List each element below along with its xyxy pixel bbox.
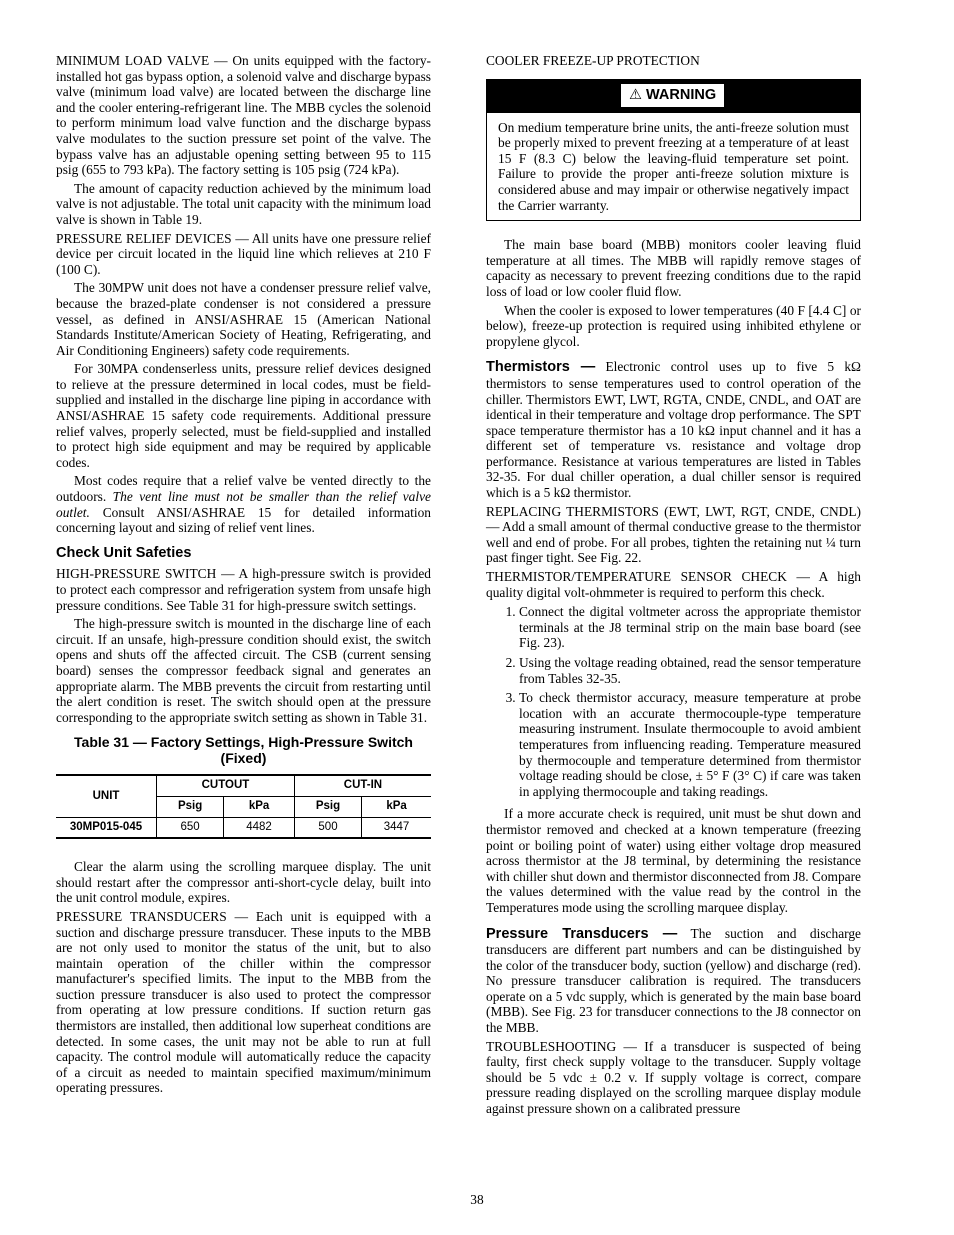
sensor-check-paragraph: THERMISTOR/TEMPERATURE SENSOR CHECK — A high quality digital volt-ohmmeter is required to perform this check. (486, 569, 861, 600)
table-row (56, 817, 431, 838)
mbb-monitors-paragraph: The main base board (MBB) monitors cooler leaving fluid temperature at all times. The MBB will rapidly remove stages of capacity as necessary to prevent freezing conditions due to the rapid loss of load or low cooler fluid flow. (486, 237, 861, 299)
cutin-header: CUT-IN (294, 775, 431, 796)
replacing-thermistors-paragraph: REPLACING THERMISTORS (EWT, LWT, RGT, CNDE, CNDL) — Add a small amount of thermal conductive grease to the thermistor well and end of probe. For all probes, tighten the retaining nut ¼ turn past finger tight. See Fig. 22. (486, 503, 861, 566)
row-unit: 30MP015-045 (56, 817, 157, 838)
unit-header: UNIT (56, 775, 157, 817)
table-31 (56, 774, 431, 839)
warning-box (486, 79, 861, 222)
clear-alarm-paragraph: Clear the alarm using the scrolling marquee display. The unit should restart after the compressor anti-short-cycle delay, built into the unit control module, expires. (56, 859, 431, 906)
cutout-header: CUTOUT (157, 775, 295, 796)
freeze-up-heading: COOLER FREEZE-UP PROTECTION (486, 53, 700, 68)
table-31-caption: Table 31 — Factory Settings, High-Pressure Switch (Fixed) (74, 734, 413, 767)
right-column (486, 53, 861, 1120)
thermistors-text: Electronic control uses up to five 5 kΩ thermistors to sense temperatures used to control operation of the chiller. Thermistors EWT, LWT, RGTA, CNDE, CNDL, and OAT are identical in their temperature and voltage drop performance. The SPT space temperature thermistor has a 10 kΩ input channel and it has a different set of temperature vs. resistance and voltage drop performance. Resistance at various temperatures are listed in Tables 32-35. For dual chiller operation, a dual chiller sensor is required which is a 5 kΩ thermistor. (486, 359, 861, 501)
hp-mounted-paragraph: The high-pressure switch is mounted in the discharge line of each circuit. If an unsafe, high-pressure condition should exist, the switch opens and shuts off the affected circuit. The CSB (current sensing board) senses the compressor feedback signal and generates an appropriate alarm. The MBB prevents the circuit from restarting until the alert condition is reset. The switch should open at the pressure corresponding to the appropriate switch setting as shown in Table 31. (56, 616, 431, 725)
list-item: 3. To check thermistor accuracy, measure temperature at probe location with an accurate thermocouple-type temperature measuring instrument. Insulate thermocouple to avoid ambient temperatures from influencing reading. Temperature measured by thermocouple and temperature determined from thermistor voltage reading should be close, ± 5° F (3° C) if care was taken in applying thermocouple and taking readings. (519, 690, 861, 799)
accurate-check-paragraph: If a more accurate check is required, unit must be shut down and thermistor removed and checked at a known temperature (freezing point or boiling point of water) using either voltage drop measured across thermistor at the J8 terminal, by determining the resistance with chiller shut down and thermistor disconnected from J8. Compare the values determined with the value read by the control in the Temperatures mode using the scrolling marquee display. (486, 806, 861, 915)
row-cutin-kpa: 3447 (362, 817, 431, 838)
warning-text-label: WARNING (646, 86, 717, 103)
cutin-kpa-header: kPa (362, 796, 431, 817)
page-number: 38 (470, 1192, 484, 1207)
pressure-transducers-heading: Pressure Transducers — (486, 925, 678, 942)
thermistors-paragraph (486, 359, 861, 500)
row-cutout-psig: 650 (157, 817, 224, 838)
vent-text-italic: The vent line must not be smaller than the relief valve outlet. (56, 489, 431, 520)
min-load-valve-paragraph: MINIMUM LOAD VALVE — On units equipped with the factory-installed hot gas bypass option, a solenoid valve and discharge bypass valve (minimum load valve) are located between the discharge line and the cooler entering-refrigerant line. The MBB cycles the solenoid to perform minimum load valve function and the discharge bypass valve modulates to the suction pressure set point of the valve. The bypass valve has an adjustable opening setting between 95 to 115 psig (655 to 793 kPa). The factory setting is 105 psig (724 kPa). (56, 53, 431, 178)
list-item: 2. Using the voltage reading obtained, read the sensor temperature from Tables 32-35. (519, 655, 861, 686)
warning-body: On medium temperature brine units, the anti-freeze solution must be properly mixed to prevent freezing at a temperature of at least 15 F (8.3 C) below the leaving-fluid temperature set point. Failure to provide the proper anti-freeze solution mixture is considered abuse and may impair or otherwise negatively impact the Carrier warranty. (498, 119, 849, 213)
row-cutout-kpa: 4482 (224, 817, 295, 838)
mpa-units-paragraph: For 30MPA condenserless units, pressure relief devices designed to relieve at the pressure determined in local codes, must be field-supplied and installed in the discharge line piping in accordance with ANSI/ASHRAE 15 safety code requirements. Additional pressure relief valves, properly selected, must be field-supplied and installed to protect high side equipment and may be required by applicable codes. (56, 361, 431, 470)
cutout-kpa-header: kPa (224, 796, 295, 817)
pressure-transducers-paragraph: PRESSURE TRANSDUCERS — Each unit is equipped with a suction and discharge pressure transducer. These inputs to the MBB are not only used to monitor the status of the unit, but to also maintain operation of the chiller within the compressor manufacturer's specified limits. The input to the MBB from the suction pressure transducer is also used to protect the compressor from operating at low pressure conditions. If suction return gas thermistors are installed, then additional low superheat conditions are detected. In some cases, the unit may not be able to run at full capacity. The control module will automatically reduce the capacity of a circuit as needed to maintain specified maximum/minimum operating pressures. (56, 908, 431, 1096)
warning-triangle-icon: ⚠ (629, 86, 642, 103)
high-pressure-switch-paragraph: HIGH-PRESSURE SWITCH — A high-pressure switch is provided to protect each compressor and refrigeration system from unsafe high pressure conditions. See Table 31 for high-pressure switch settings. (56, 566, 431, 613)
warning-header (487, 80, 860, 113)
thermistors-heading: Thermistors — (486, 359, 596, 376)
capacity-reduction-paragraph: The amount of capacity reduction achieved by the minimum load valve is not adjustable. The total unit capacity with the minimum load valve is shown in Table 19. (56, 180, 431, 227)
pressure-transducers-text: The suction and discharge transducers are different part numbers and can be distinguished by the color of the transducer body, suction (yellow) and discharge (red). No pressure transducer calibration is required. The transducers operate on a 5 vdc supply, which is generated by the main base board (MBB). See Fig. 23 for transducer connections to the J8 connector on the MBB. (486, 925, 861, 1036)
list-item: 1. Connect the digital voltmeter across the appropriate themistor terminals at the J8 terminal strip on the main base board (see Fig. 23). (519, 604, 861, 651)
left-column (56, 53, 431, 1099)
vent-text-b: Consult ANSI/ASHRAE 15 for detailed information concerning layout and sizing of relief vent lines. (56, 504, 432, 536)
row-cutin-psig: 500 (294, 817, 361, 838)
cooler-exposed-paragraph: When the cooler is exposed to lower temperatures (40 F [4.4 C] or below), freeze-up protection is required using inhibited ethylene or propylene glycol. (486, 302, 861, 349)
troubleshooting-paragraph: TROUBLESHOOTING — If a transducer is suspected of being faulty, first check supply voltage to the transducer. Supply voltage should be 5 vdc ± 0.2 v. If supply voltage is correct, compare pressure reading displayed on the scrolling marquee display module against pressure shown on a calibrated pressure (486, 1038, 861, 1117)
cutin-psig-header: Psig (294, 796, 361, 817)
cutout-psig-header: Psig (157, 796, 224, 817)
pressure-transducers-section (486, 926, 861, 1036)
mpw-unit-paragraph: The 30MPW unit does not have a condenser pressure relief valve, because the brazed-plate condenser is not considered a pressure vessel, as defined in ANSI/ASHRAE 15 (American National Standards Institute/American Society of Heating, Refrigerating, and Air Conditioning Engineers) safety code requirements. (56, 280, 431, 358)
check-unit-safeties-heading: Check Unit Safeties (56, 544, 192, 561)
relief-vent-paragraph (56, 473, 431, 535)
sensor-check-steps (486, 604, 861, 799)
pressure-relief-paragraph: PRESSURE RELIEF DEVICES — All units have one pressure relief device per circuit located in the liquid line which relieves at 210 F (100 C). (56, 230, 431, 277)
vent-text-a: Most codes require that a relief valve be vented directly to the outdoors. (56, 473, 431, 505)
warning-label (621, 84, 724, 107)
